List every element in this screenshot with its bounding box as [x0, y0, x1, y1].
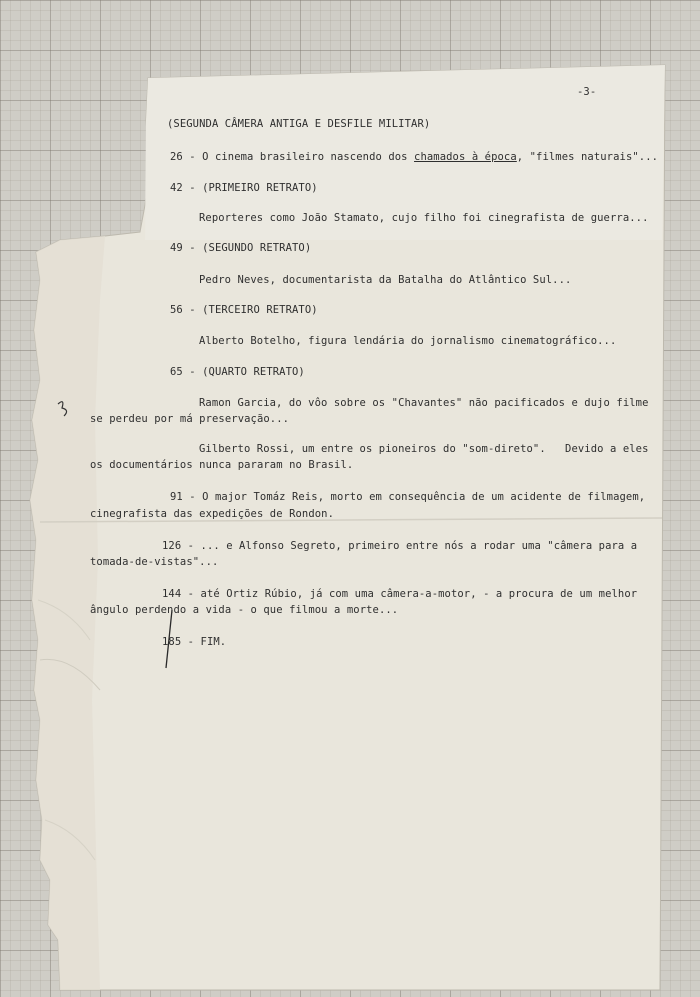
line-49-text: Pedro Neves, documentarista da Batalha do Atlântico Sul... [199, 274, 572, 286]
page-number: -3- [577, 86, 597, 98]
line-65-text-a: Ramon Garcia, do vôo sobre os "Chavantes" não pacificados e dujo filme [199, 397, 649, 409]
line-26-pre: 26 - O cinema brasileiro nascendo dos [170, 151, 415, 163]
line-91-b: cinegrafista das expedições de Rondon. [90, 508, 335, 520]
gilberto-text-a: Gilberto Rossi, um entre os pioneiros do "som-direto". Devido a eles [199, 443, 649, 455]
line-144-b: ângulo perdendo a vida - o que filmou a morte... [90, 604, 399, 616]
line-42-heading: 42 - (PRIMEIRO RETRATO) [170, 182, 318, 194]
line-65-text-b: se perdeu por má preservação... [90, 413, 290, 425]
line-26-post: , "filmes naturais"... [516, 151, 659, 163]
line-56-heading: 56 - (TERCEIRO RETRATO) [170, 304, 318, 316]
line-26 [170, 151, 658, 163]
line-26-underlined: chamados à época [414, 151, 517, 163]
section-heading: (SEGUNDA CÂMERA ANTIGA E DESFILE MILITAR) [167, 118, 431, 130]
line-126-a: 126 - ... e Alfonso Segreto, primeiro entre nós a rodar uma "câmera para a [162, 540, 638, 552]
line-91-a: 91 - O major Tomáz Reis, morto em consequência de um acidente de filmagem, [170, 491, 646, 503]
line-56-text: Alberto Botelho, figura lendária do jornalismo cinematográfico... [199, 335, 617, 347]
line-42-text: Reporteres como João Stamato, cujo filho foi cinegrafista de guerra... [199, 212, 649, 224]
line-144-a: 144 - até Ortiz Rúbio, já com uma câmera-a-motor, - a procura de um melhor [162, 588, 638, 600]
line-126-b: tomada-de-vistas"... [90, 556, 219, 568]
gilberto-text-b: os documentários nunca pararam no Brasil. [90, 459, 354, 471]
line-185-end: 185 - FIM. [162, 636, 227, 648]
line-49-heading: 49 - (SEGUNDO RETRATO) [170, 242, 312, 254]
line-65-heading: 65 - (QUARTO RETRATO) [170, 366, 305, 378]
